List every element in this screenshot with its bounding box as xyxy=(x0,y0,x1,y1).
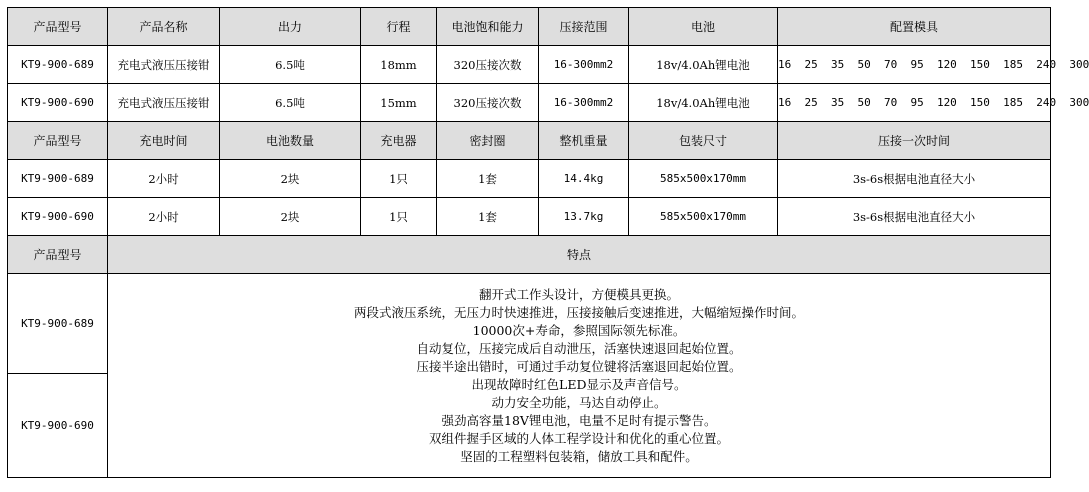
header-seal: 密封圈 xyxy=(437,122,539,160)
header-battery-capacity: 电池饱和能力 xyxy=(437,8,539,46)
cell-package: 585x500x170mm xyxy=(629,198,778,236)
feature-line: 压接半途出错时，可通过手动复位键将活塞退回起始位置。 xyxy=(416,358,742,374)
cell-model: KT9-900-690 xyxy=(8,374,108,478)
cell-battery-capacity: 320压接次数 xyxy=(437,84,539,122)
product-spec-table xyxy=(7,7,1089,478)
cell-seal: 1套 xyxy=(437,198,539,236)
feature-line: 动力安全功能，马达自动停止。 xyxy=(491,394,667,410)
cell-crimp-range: 16-300mm2 xyxy=(539,84,629,122)
cell-weight: 13.7kg xyxy=(539,198,629,236)
cell-product-name: 充电式液压压接钳 xyxy=(108,84,220,122)
table-row xyxy=(8,46,1051,84)
header-product-name: 产品名称 xyxy=(108,8,220,46)
cell-package: 585x500x170mm xyxy=(629,160,778,198)
feature-row xyxy=(8,274,1051,374)
cell-charge-time: 2小时 xyxy=(108,198,220,236)
cell-charger: 1只 xyxy=(361,160,437,198)
header-weight: 整机重量 xyxy=(539,122,629,160)
feature-line: 10000次+寿命，参照国际领先标准。 xyxy=(472,322,686,338)
spec-header-row xyxy=(8,8,1051,46)
feature-line: 翻开式工作头设计，方便模具更换。 xyxy=(478,286,679,302)
cell-model: KT9-900-689 xyxy=(8,160,108,198)
cell-model: KT9-900-689 xyxy=(8,274,108,374)
feature-line: 强劲高容量18V锂电池，电量不足时有提示警告。 xyxy=(441,412,717,428)
cell-seal: 1套 xyxy=(437,160,539,198)
cell-dies: 16 25 35 50 70 95 120 150 185 240 300 xyxy=(778,46,1051,84)
cell-dies: 16 25 35 50 70 95 120 150 185 240 300 xyxy=(778,84,1051,122)
feature-line: 自动复位，压接完成后自动泄压，活塞快速退回起始位置。 xyxy=(416,340,742,356)
header-battery-count: 电池数量 xyxy=(220,122,361,160)
header-crimp-time: 压接一次时间 xyxy=(778,122,1051,160)
header-crimp-range: 压接范围 xyxy=(539,8,629,46)
cell-output: 6.5吨 xyxy=(220,46,361,84)
cell-stroke: 15mm xyxy=(361,84,437,122)
cell-charger: 1只 xyxy=(361,198,437,236)
cell-battery: 18v/4.0Ah锂电池 xyxy=(629,84,778,122)
feature-header-row xyxy=(8,236,1051,274)
header-package: 包装尺寸 xyxy=(629,122,778,160)
cell-battery-count: 2块 xyxy=(220,160,361,198)
cell-charge-time: 2小时 xyxy=(108,160,220,198)
cell-product-name: 充电式液压压接钳 xyxy=(108,46,220,84)
header-model: 产品型号 xyxy=(8,122,108,160)
feature-line: 出现故障时红色LED显示及声音信号。 xyxy=(471,376,687,392)
cell-battery: 18v/4.0Ah锂电池 xyxy=(629,46,778,84)
cell-battery-capacity: 320压接次数 xyxy=(437,46,539,84)
header-features: 特点 xyxy=(108,236,1051,274)
cell-model: KT9-900-690 xyxy=(8,198,108,236)
header-battery: 电池 xyxy=(629,8,778,46)
cell-output: 6.5吨 xyxy=(220,84,361,122)
header-model: 产品型号 xyxy=(8,236,108,274)
cell-weight: 14.4kg xyxy=(539,160,629,198)
table-row xyxy=(8,198,1051,236)
feature-line: 双组件握手区域的人体工程学设计和优化的重心位置。 xyxy=(428,430,729,446)
cell-battery-count: 2块 xyxy=(220,198,361,236)
header-charge-time: 充电时间 xyxy=(108,122,220,160)
extra-header-row xyxy=(8,122,1051,160)
header-output: 出力 xyxy=(220,8,361,46)
table-row xyxy=(8,160,1051,198)
header-dies: 配置模具 xyxy=(778,8,1051,46)
cell-model: KT9-900-689 xyxy=(8,46,108,84)
feature-line: 两段式液压系统，无压力时快速推进，压接接触后变速推进，大幅缩短操作时间。 xyxy=(353,304,804,320)
cell-crimp-range: 16-300mm2 xyxy=(539,46,629,84)
header-charger: 充电器 xyxy=(361,122,437,160)
cell-stroke: 18mm xyxy=(361,46,437,84)
table-row xyxy=(8,84,1051,122)
cell-crimp-time: 3s-6s根据电池直径大小 xyxy=(778,160,1051,198)
cell-model: KT9-900-690 xyxy=(8,84,108,122)
cell-crimp-time: 3s-6s根据电池直径大小 xyxy=(778,198,1051,236)
features-list xyxy=(108,274,1051,478)
header-stroke: 行程 xyxy=(361,8,437,46)
feature-line: 坚固的工程塑料包装箱，储放工具和配件。 xyxy=(460,448,698,464)
header-model: 产品型号 xyxy=(8,8,108,46)
